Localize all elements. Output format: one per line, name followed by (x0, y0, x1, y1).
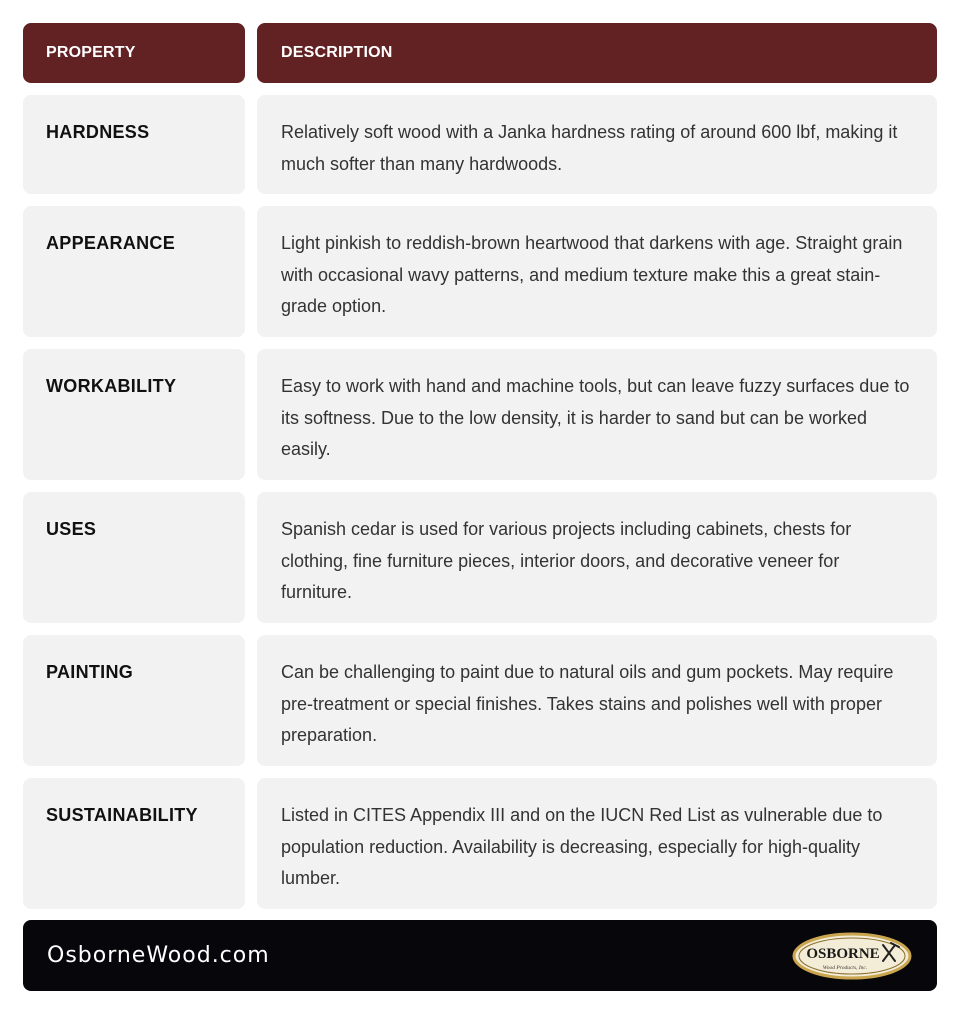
row-property-painting: PAINTING (23, 635, 245, 766)
row-description-appearance: Light pinkish to reddish-brown heartwood that darkens with age. Straight grain with occasional wavy patterns, and medium texture make this a great stain-grade option. (257, 206, 937, 337)
row-property-uses: USES (23, 492, 245, 623)
row-description-uses: Spanish cedar is used for various projects including cabinets, chests for clothing, fine furniture pieces, interior doors, and decorative veneer for furniture. (257, 492, 937, 623)
row-property-sustainability: SUSTAINABILITY (23, 778, 245, 909)
header-description: DESCRIPTION (257, 23, 937, 83)
table-row (23, 95, 937, 194)
row-description-workability: Easy to work with hand and machine tools, but can leave fuzzy surfaces due to its softness. Due to the low density, it is harder to sand but can be worked easily. (257, 349, 937, 480)
row-description-hardness: Relatively soft wood with a Janka hardness rating of around 600 lbf, making it much softer than many hardwoods. (257, 95, 937, 194)
site-link[interactable]: OsborneWood.com (47, 943, 270, 968)
row-property-appearance: APPEARANCE (23, 206, 245, 337)
logo-subtitle: Wood Products, Inc. (822, 964, 868, 971)
logo-name: OSBORNE (806, 945, 880, 962)
table-row (23, 778, 937, 909)
row-property-hardness: HARDNESS (23, 95, 245, 194)
footer-bar (23, 920, 937, 991)
row-description-painting: Can be challenging to paint due to natural oils and gum pockets. May require pre-treatment or special finishes. Takes stains and polishes well with proper preparation. (257, 635, 937, 766)
table-row (23, 349, 937, 480)
osborne-logo[interactable] (791, 931, 913, 981)
row-property-workability: WORKABILITY (23, 349, 245, 480)
row-description-sustainability: Listed in CITES Appendix III and on the IUCN Red List as vulnerable due to population reduction. Availability is decreasing, especially for high-quality lumber. (257, 778, 937, 909)
table-row (23, 206, 937, 337)
header-property: PROPERTY (23, 23, 245, 83)
table-header-row (23, 23, 937, 83)
table-row (23, 492, 937, 623)
property-table (23, 23, 937, 921)
table-row (23, 635, 937, 766)
